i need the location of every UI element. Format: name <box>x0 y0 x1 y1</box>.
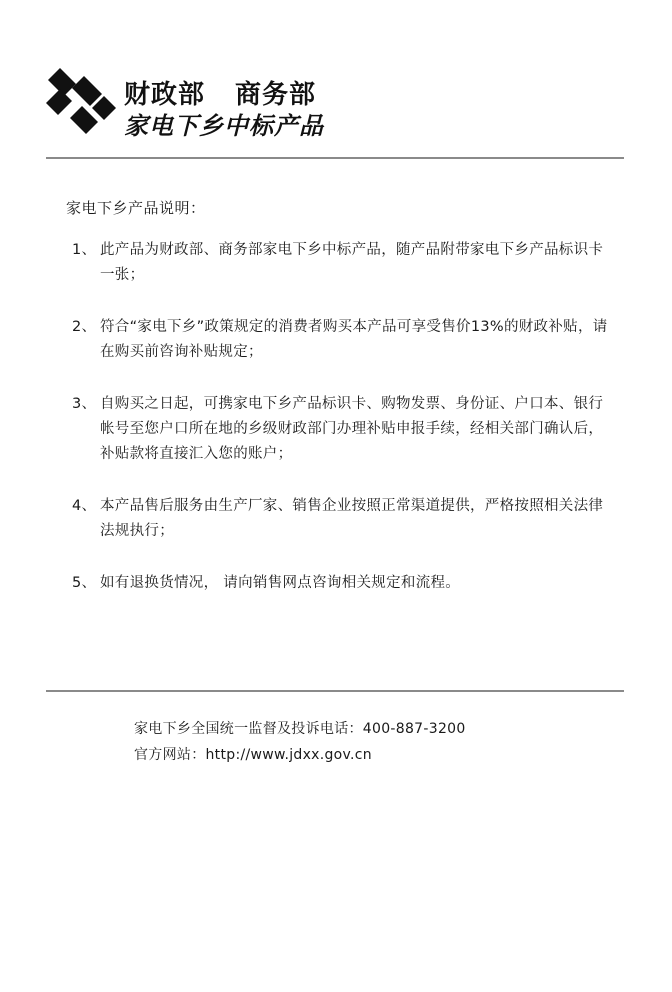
top-divider <box>46 157 624 159</box>
official-website: 官方网站：http://www.jdxx.gov.cn <box>134 747 372 763</box>
footer-contact <box>134 716 466 768</box>
complaint-hotline: 家电下乡全国统一监督及投诉电话：400-887-3200 <box>134 721 466 737</box>
list-item <box>72 315 612 365</box>
list-item <box>72 392 612 467</box>
item-number: 5、 <box>72 575 97 591</box>
bottom-divider <box>46 690 624 692</box>
item-number: 4、 <box>72 498 97 514</box>
item-number: 2、 <box>72 319 97 335</box>
item-number: 3、 <box>72 396 97 412</box>
list-item <box>72 494 612 544</box>
ministry-finance: 财政部 <box>124 80 206 110</box>
item-text: 本产品售后服务由生产厂家、销售企业按照正常渠道提供，严格按照相关法律法规执行； <box>100 498 604 539</box>
item-text: 此产品为财政部、商务部家电下乡中标产品，随产品附带家电下乡产品标识卡一张； <box>100 242 604 283</box>
list-item <box>72 238 612 288</box>
item-text: 自购买之日起，可携家电下乡产品标识卡、购物发票、身份证、户口本、银行帐号至您户口所在地的乡级财政部门办理补贴申报手续，经相关部门确认后，补贴款将直接汇入您的账户； <box>100 396 604 462</box>
notice-title: 家电下乡产品说明： <box>66 199 206 217</box>
item-text: 符合“家电下乡”政策规定的消费者购买本产品可享受售价13%的财政补贴，请在购买前咨询补贴规定； <box>100 319 608 360</box>
list-item <box>72 571 612 596</box>
item-number: 1、 <box>72 242 97 258</box>
item-text: 如有退换货情况， 请向销售网点咨询相关规定和流程。 <box>100 575 461 591</box>
program-slogan: 家电下乡中标产品 <box>124 112 324 140</box>
notice-list <box>72 238 612 623</box>
ministry-logo-icon <box>46 68 116 138</box>
ministry-commerce: 商务部 <box>235 80 317 110</box>
